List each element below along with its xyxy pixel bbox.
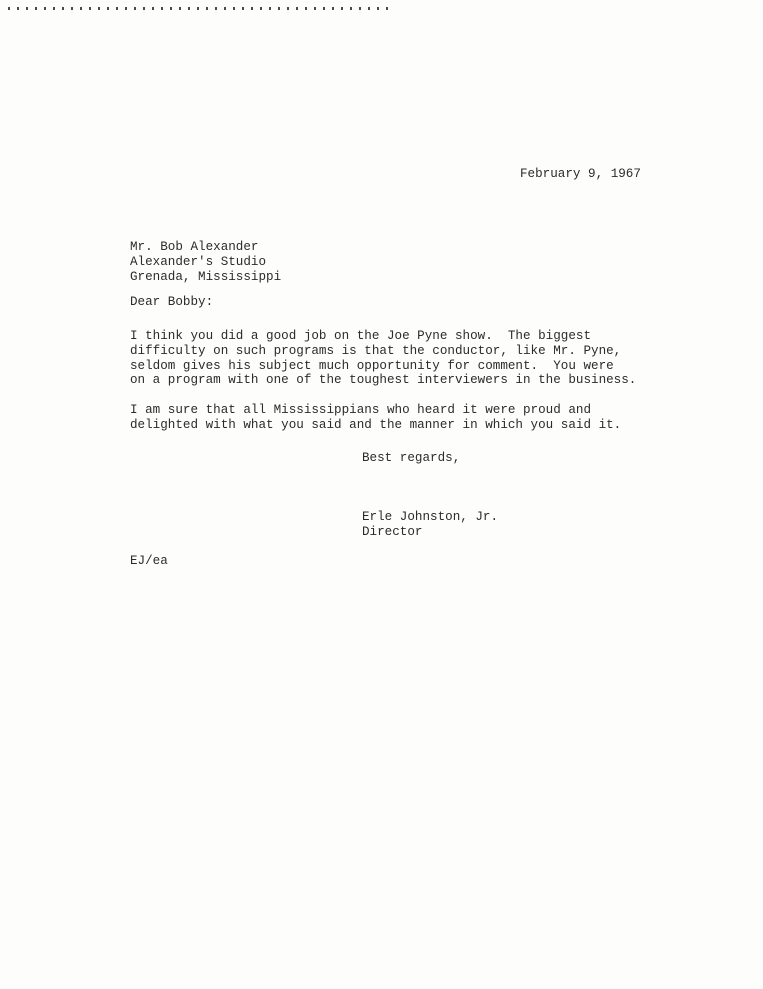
signature-name: Erle Johnston, Jr. [362, 510, 499, 524]
recipient-name: Mr. Bob Alexander [130, 240, 259, 254]
body-paragraph-2 [130, 403, 621, 433]
signature-title: Director [362, 524, 423, 539]
body-line: I think you did a good job on the Joe Pyne show. The biggest [130, 329, 592, 343]
recipient-address [130, 240, 281, 284]
body-line: difficulty on such programs is that the conductor, like Mr. Pyne, [130, 343, 622, 358]
salutation: Dear Bobby: [130, 295, 214, 309]
recipient-city: Grenada, Mississippi [130, 269, 282, 284]
body-line: on a program with one of the toughest interviewers in the business. [130, 373, 637, 388]
reference-initials: EJ/ea [130, 554, 168, 568]
body-line: seldom gives his subject much opportunity for comment. You were [130, 358, 614, 373]
closing-phrase: Best regards, [362, 451, 461, 465]
body-line: delighted with what you said and the manner in which you said it. [130, 417, 622, 432]
signature-block [362, 510, 498, 540]
perforation-marks [8, 7, 392, 10]
letter-date: February 9, 1967 [520, 167, 641, 181]
body-paragraph-1 [130, 329, 636, 388]
body-line: I am sure that all Mississippians who heard it were proud and [130, 403, 592, 417]
recipient-company: Alexander's Studio [130, 254, 267, 269]
